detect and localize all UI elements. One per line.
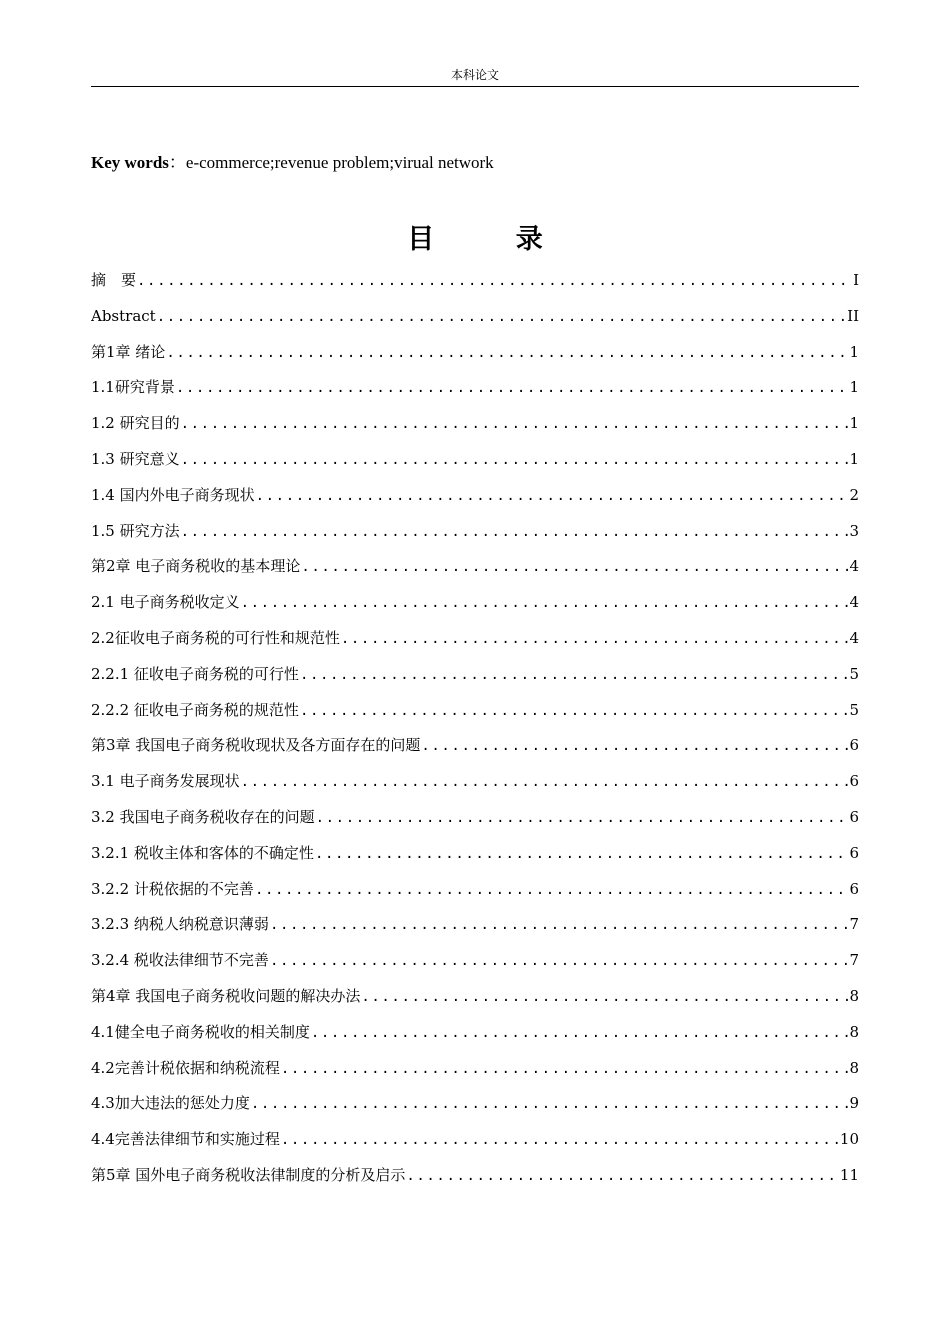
toc-entry-text: 第1章 绪论 bbox=[91, 342, 166, 361]
toc-entry-text: 1.5 研究方法 bbox=[91, 521, 180, 540]
keywords-text: e-commerce;revenue problem;virual network bbox=[185, 153, 494, 172]
toc-entry-page: 4 bbox=[849, 593, 859, 612]
table-of-contents bbox=[91, 268, 859, 1199]
toc-entry-text: 3.2.1 税收主体和客体的不确定性 bbox=[91, 843, 314, 862]
toc-entry[interactable] bbox=[91, 984, 859, 1020]
toc-entry-page: 3 bbox=[849, 521, 859, 540]
dot-leader bbox=[137, 269, 852, 293]
toc-entry[interactable] bbox=[91, 1056, 859, 1092]
toc-entry-text: 1.3 研究意义 bbox=[91, 449, 180, 468]
toc-entry-text: 3.2.4 税收法律细节不完善 bbox=[91, 951, 269, 970]
toc-entry-text: 第5章 国外电子商务税收法律制度的分析及启示 bbox=[91, 1165, 406, 1184]
dot-leader bbox=[241, 770, 849, 794]
toc-entry-text: 4.1健全电子商务税收的相关制度 bbox=[91, 1022, 310, 1041]
dot-leader bbox=[361, 985, 848, 1009]
toc-entry-text: 2.1 电子商务税收定义 bbox=[91, 593, 240, 612]
toc-entry[interactable] bbox=[91, 590, 859, 626]
dot-leader bbox=[301, 555, 848, 579]
toc-entry[interactable] bbox=[91, 948, 859, 984]
toc-entry[interactable] bbox=[91, 877, 859, 913]
toc-title: 目 录 bbox=[407, 224, 579, 255]
toc-entry-page: 10 bbox=[839, 1130, 859, 1149]
toc-entry-page: 4 bbox=[849, 557, 859, 576]
toc-entry-page: 8 bbox=[849, 1022, 859, 1041]
toc-entry-text: 4.4完善法律细节和实施过程 bbox=[91, 1130, 280, 1149]
toc-entry[interactable] bbox=[91, 268, 859, 304]
toc-entry-page: 1 bbox=[849, 342, 859, 361]
toc-entry-page: 6 bbox=[849, 843, 859, 862]
toc-entry-page: 8 bbox=[849, 986, 859, 1005]
toc-entry[interactable] bbox=[91, 1127, 859, 1163]
toc-entry[interactable] bbox=[91, 1163, 859, 1199]
toc-entry[interactable] bbox=[91, 912, 859, 948]
dot-leader bbox=[181, 412, 849, 436]
dot-leader bbox=[315, 842, 849, 866]
toc-entry[interactable] bbox=[91, 769, 859, 805]
toc-entry-page: 6 bbox=[849, 807, 859, 826]
toc-entry-text: 第4章 我国电子商务税收问题的解决办法 bbox=[91, 986, 361, 1005]
toc-entry-page: 6 bbox=[849, 772, 859, 791]
toc-entry-page: 7 bbox=[849, 915, 859, 934]
keywords-label: Key words bbox=[91, 153, 169, 172]
toc-entry-text: Abstract bbox=[91, 306, 156, 325]
toc-entry[interactable] bbox=[91, 304, 859, 340]
dot-leader bbox=[281, 1128, 839, 1152]
toc-entry[interactable] bbox=[91, 1020, 859, 1056]
toc-entry-text: 4.2完善计税依据和纳税流程 bbox=[91, 1058, 280, 1077]
toc-entry[interactable] bbox=[91, 626, 859, 662]
dot-leader bbox=[157, 305, 846, 329]
toc-entry[interactable] bbox=[91, 411, 859, 447]
dot-leader bbox=[256, 484, 849, 508]
toc-entry-page: 1 bbox=[849, 378, 859, 397]
toc-entry-text: 2.2.2 征收电子商务税的规范性 bbox=[91, 700, 299, 719]
toc-entry-page: II bbox=[847, 306, 859, 325]
toc-entry[interactable] bbox=[91, 662, 859, 698]
dot-leader bbox=[421, 734, 848, 758]
keywords-separator: ： bbox=[168, 153, 186, 172]
toc-entry-text: 3.2.3 纳税人纳税意识薄弱 bbox=[91, 915, 269, 934]
toc-entry-page: 6 bbox=[849, 879, 859, 898]
keywords-line bbox=[91, 152, 494, 174]
dot-leader bbox=[341, 627, 849, 651]
dot-leader bbox=[181, 520, 849, 544]
toc-entry[interactable] bbox=[91, 733, 859, 769]
header-title: 本科论文 bbox=[450, 68, 499, 82]
toc-entry-text: 3.1 电子商务发展现状 bbox=[91, 772, 240, 791]
toc-entry-page: I bbox=[853, 271, 859, 289]
toc-entry-text: 第3章 我国电子商务税收现状及各方面存在的问题 bbox=[91, 736, 421, 755]
dot-leader bbox=[181, 448, 849, 472]
dot-leader bbox=[176, 376, 849, 400]
dot-leader bbox=[251, 1092, 849, 1116]
dot-leader bbox=[281, 1057, 849, 1081]
toc-entry[interactable] bbox=[91, 483, 859, 519]
toc-entry-page: 2 bbox=[849, 485, 859, 504]
toc-entry-text: 3.2 我国电子商务税收存在的问题 bbox=[91, 807, 315, 826]
toc-entry-page: 5 bbox=[849, 700, 859, 719]
toc-entry-page: 4 bbox=[849, 628, 859, 647]
dot-leader bbox=[270, 913, 849, 937]
toc-entry-text: 2.2征收电子商务税的可行性和规范性 bbox=[91, 628, 340, 647]
toc-entry[interactable] bbox=[91, 375, 859, 411]
toc-entry-page: 8 bbox=[849, 1058, 859, 1077]
toc-entry-text: 1.1研究背景 bbox=[91, 378, 175, 397]
dot-leader bbox=[255, 878, 849, 902]
toc-entry-text: 3.2.2 计税依据的不完善 bbox=[91, 879, 254, 898]
dot-leader bbox=[300, 663, 849, 687]
toc-entry-page: 1 bbox=[849, 414, 859, 433]
toc-entry[interactable] bbox=[91, 1091, 859, 1127]
dot-leader bbox=[316, 806, 849, 830]
dot-leader bbox=[300, 699, 849, 723]
toc-entry-text: 摘 要 bbox=[91, 271, 137, 289]
dot-leader bbox=[241, 591, 849, 615]
dot-leader bbox=[166, 341, 848, 365]
toc-entry[interactable] bbox=[91, 340, 859, 376]
dot-leader bbox=[270, 949, 849, 973]
toc-entry-text: 4.3加大违法的惩处力度 bbox=[91, 1094, 250, 1113]
toc-entry[interactable] bbox=[91, 554, 859, 590]
toc-entry[interactable] bbox=[91, 805, 859, 841]
toc-entry[interactable] bbox=[91, 841, 859, 877]
toc-entry-page: 7 bbox=[849, 951, 859, 970]
toc-entry[interactable] bbox=[91, 447, 859, 483]
toc-entry-text: 1.2 研究目的 bbox=[91, 414, 180, 433]
dot-leader bbox=[311, 1021, 849, 1045]
toc-entry-page: 11 bbox=[839, 1165, 859, 1184]
toc-entry-text: 第2章 电子商务税收的基本理论 bbox=[91, 557, 301, 576]
toc-entry[interactable] bbox=[91, 698, 859, 734]
page-header bbox=[91, 66, 859, 87]
toc-entry[interactable] bbox=[91, 519, 859, 555]
toc-entry-page: 9 bbox=[849, 1094, 859, 1113]
toc-entry-text: 1.4 国内外电子商务现状 bbox=[91, 485, 255, 504]
dot-leader bbox=[406, 1164, 839, 1188]
toc-entry-page: 5 bbox=[849, 664, 859, 683]
toc-entry-page: 6 bbox=[849, 736, 859, 755]
toc-entry-page: 1 bbox=[849, 449, 859, 468]
toc-entry-text: 2.2.1 征收电子商务税的可行性 bbox=[91, 664, 299, 683]
